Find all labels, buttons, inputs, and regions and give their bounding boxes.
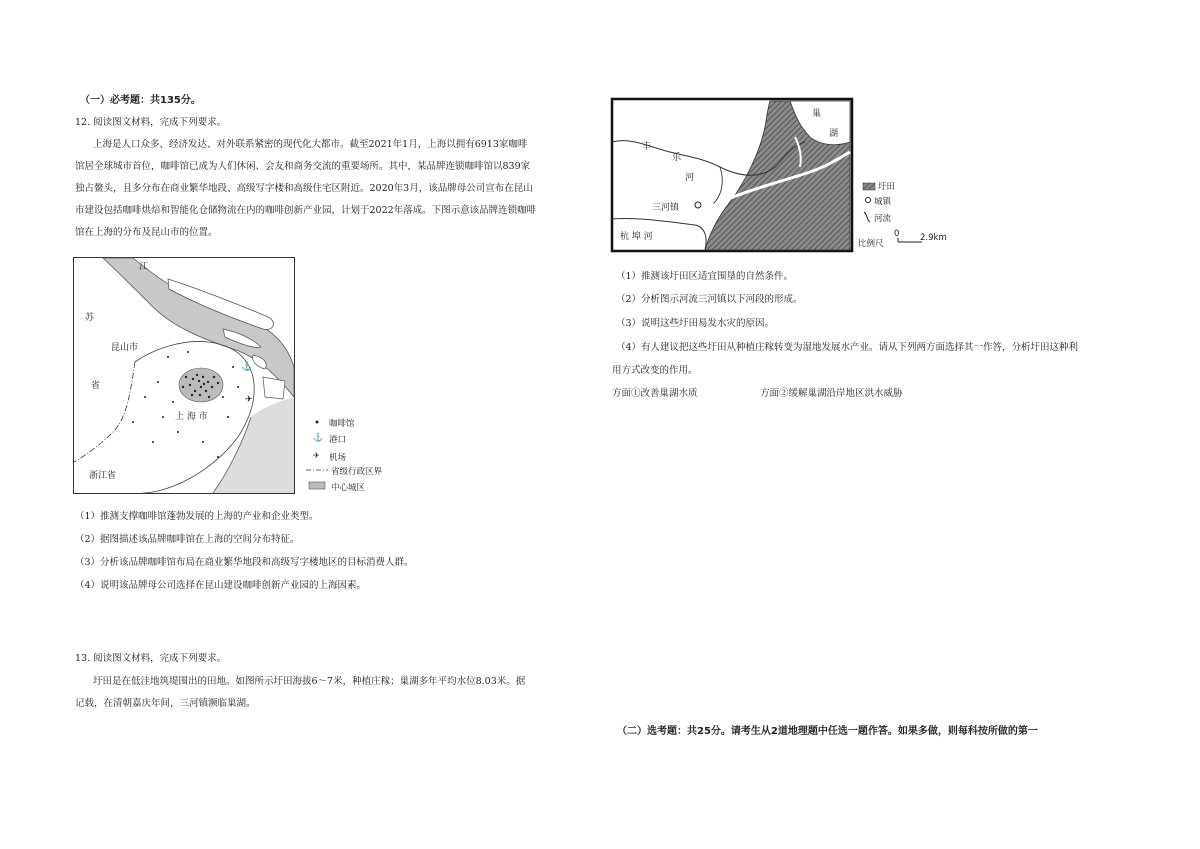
q12-para-line: 馆居全球城市首位，咖啡馆已成为人们休闲、会友和商务交流的重要场所。其中，某品牌连锁咖啡馆以839家 — [75, 161, 531, 172]
legend-weitian: 圩田 — [878, 182, 896, 192]
map-label-shanghai: 上 海 市 — [175, 412, 208, 422]
svg-text:⚓: ⚓ — [313, 433, 323, 442]
legend-town: 城镇 — [874, 197, 892, 207]
map-label-chao: 巢 — [812, 109, 822, 119]
q13-question-4: （4）有人建议把这些圩田从种植庄稼转变为湿地发展水产业。请从下列两方面选择其一作答，分析圩田这种利 — [616, 342, 1079, 353]
q12-question-3: （3）分析该品牌咖啡馆布局在商业繁华地段和高级写字楼地区的目标消费人群。 — [75, 557, 414, 568]
legend-cafe: 咖啡馆 — [329, 419, 355, 429]
map-label-jiang: 江 — [139, 262, 149, 272]
legend-port: 港口 — [329, 435, 347, 445]
map-label-le: 乐 — [672, 153, 682, 163]
section-title-elective: （二）选考题：共25分。请考生从2道地理题中任选一题作答。如果多做，则每科按所做的第一 — [617, 726, 1038, 737]
q13-question-1: （1）推测该圩田区适宜围垦的自然条件。 — [616, 271, 794, 282]
legend-airport: 机场 — [329, 453, 347, 463]
map-label-feng: 丰 — [642, 142, 652, 152]
svg-text:✈: ✈ — [313, 451, 320, 460]
svg-text:✈: ✈ — [245, 395, 253, 405]
map-label-zhejiang: 浙江省 — [89, 471, 117, 481]
q12-question-4: （4）说明该品牌母公司选择在昆山建设咖啡创新产业园的上海因素。 — [75, 580, 367, 591]
option-aspect-1: 方面①改善巢湖水质 — [612, 388, 698, 399]
legend-river: 河流 — [874, 214, 892, 224]
shanghai-coffee-map — [73, 257, 395, 497]
section-title-required: （一）必考题：共135分。 — [80, 95, 201, 106]
q13-question-2: （2）分析图示河流三河镇以下河段的形成。 — [616, 294, 803, 305]
q12-para-line: 市建设包括咖啡烘焙和智能化仓储物流在内的咖啡创新产业园，计划于2022年落成。下图示意该品牌连锁咖啡 — [75, 205, 537, 216]
legend-scale-value: 2.9km — [920, 233, 947, 243]
legend-boundary: 省级行政区界 — [331, 467, 383, 477]
legend-central-district: 中心城区 — [331, 483, 366, 493]
legend-scale-zero: 0 — [894, 229, 900, 239]
map-label-hangfu-river: 杭 埠 河 — [620, 232, 653, 242]
q13-para-line: 记载，在清朝嘉庆年间，三河镇濒临巢湖。 — [75, 698, 256, 709]
q12-para-line: 独占鳌头，且多分布在商业繁华地段、高级写字楼和高级住宅区附近。2020年3月，该品牌母公司宣布在昆山 — [75, 183, 533, 194]
map-label-kunshan: 昆山市 — [111, 343, 139, 353]
map-label-sheng: 省 — [91, 381, 101, 391]
q12-para-line: 上海是人口众多、经济发达、对外联系紧密的现代化大都市。截至2021年1月，上海以拥有6913家咖啡 — [93, 139, 528, 150]
map-label-hu: 湖 — [829, 129, 839, 139]
q13-para-line: 圩田是在低洼地筑堤围出的田地。如图所示圩田海拔6～7米，种植庄稼；巢湖多年平均水位8.03米。据 — [93, 676, 526, 687]
q12-question-1: （1）推测支撑咖啡馆蓬勃发展的上海的产业和企业类型。 — [75, 511, 319, 522]
q12-question-2: （2）据图描述该品牌咖啡馆在上海的空间分布特征。 — [75, 534, 300, 545]
option-aspect-2: 方面②缓解巢湖沿岸地区洪水威胁 — [760, 388, 903, 399]
q13-question-4-cont: 用方式改变的作用。 — [612, 365, 698, 376]
legend-scale-label: 比例尺 — [858, 239, 884, 249]
q12-para-line: 馆在上海的分布及昆山市的位置。 — [75, 227, 218, 238]
q13-question-3: （3）说明这些圩田易发水灾的原因。 — [616, 318, 775, 329]
map-label-su: 苏 — [85, 313, 95, 323]
map-label-he: 河 — [685, 173, 695, 183]
chaohu-polder-map — [610, 97, 947, 257]
map-label-sanhe-town: 三河镇 — [652, 203, 680, 213]
q13-stem: 13. 阅读图文材料，完成下列要求。 — [75, 653, 227, 664]
svg-text:⚓: ⚓ — [241, 362, 253, 372]
q12-stem: 12. 阅读图文材料，完成下列要求。 — [75, 117, 227, 128]
